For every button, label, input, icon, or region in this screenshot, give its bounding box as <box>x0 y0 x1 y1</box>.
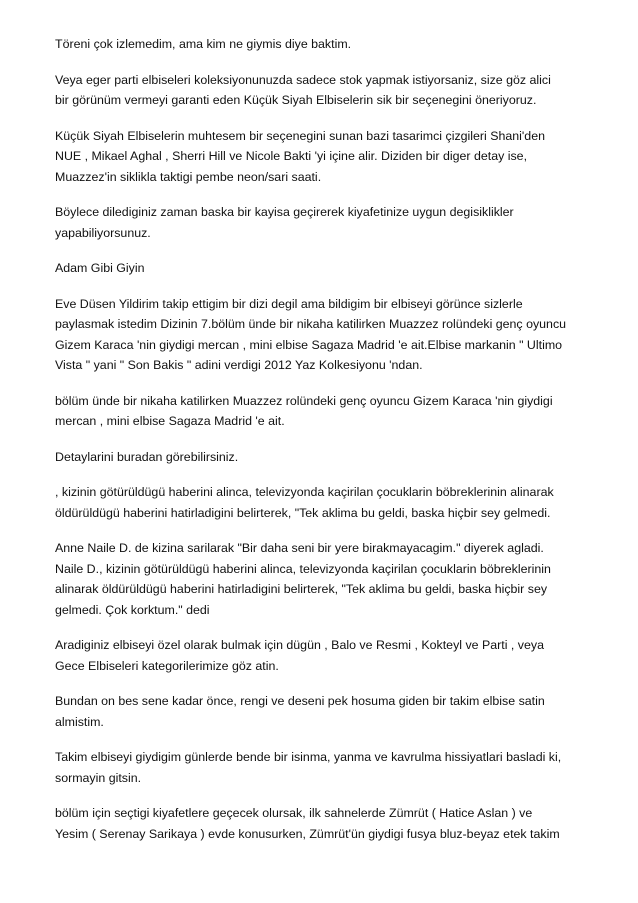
paragraph <box>55 691 600 732</box>
text-line: Anne Naile D. de kizina sarilarak "Bir daha seni bir yere birakmayacagim." diyerek agladi. <box>55 541 544 555</box>
paragraph <box>55 538 600 620</box>
text-line: NUE , Mikael Aghal , Sherri Hill ve Nicole Bakti 'yi içine alir. Diziden bir diger detay ise, <box>55 149 528 163</box>
text-line: Bundan on bes sene kadar önce, rengi ve deseni pek hosuma giden bir takim elbise satin <box>55 694 545 708</box>
paragraph <box>55 803 600 844</box>
text-line: Vista " yani " Son Bakis " adini verdigi 2012 Yaz Kolkesiyonu 'ndan. <box>55 358 423 372</box>
text-line: Yesim ( Serenay Sarikaya ) evde konusurken, Zümrüt'ün giydigi fusya bluz-beyaz etek takim <box>55 826 560 841</box>
paragraph <box>55 447 600 468</box>
text-line: alinarak öldürüldügü haberini hatirladigini belirterek, "Tek aklima bu geldi, baska hiçbir sey <box>55 582 548 596</box>
text-line: paylasmak istedim Dizinin 7.bölüm ünde bir nikaha katilirken Muazzez rolündeki genç oyuncu <box>55 317 567 331</box>
text-line: bir görünüm vermeyi garanti eden Küçük Siyah Elbiselerin sik bir seçenegini öneriyoruz. <box>55 93 537 107</box>
text-line: , kizinin götürüldügü haberini alinca, televizyonda kaçirilan çocuklarin böbreklerinin alinarak <box>55 485 554 499</box>
text-line: Aradiginiz elbiseyi özel olarak bulmak için dügün , Balo ve Resmi , Kokteyl ve Parti , veya <box>55 638 544 652</box>
text-line: Detaylarini buradan görebilirsiniz. <box>55 449 239 464</box>
text-line: Naile D., kizinin götürüldügü haberini alinca, televizyonda kaçirilan çocuklarin böbreklerinin <box>55 561 551 576</box>
text-line: Böylece dilediginiz zaman baska bir kayisa geçirerek kiyafetinize uygun degisiklikler <box>55 205 514 219</box>
text-line: Adam Gibi Giyin <box>55 261 145 275</box>
paragraph <box>55 482 600 523</box>
text-line: öldürüldügü haberini hatirladigini belirterek, "Tek aklima bu geldi, baska hiçbir sey gelmedi. <box>55 505 551 520</box>
paragraph <box>55 70 600 111</box>
text-line: Takim elbiseyi giydigim günlerde bende bir isinma, yanma ve kavrulma hissiyatlari basladi ki, <box>55 750 562 764</box>
text-line: sormayin gitsin. <box>55 770 142 785</box>
text-line: Küçük Siyah Elbiselerin muhtesem bir seçenegini sunan bazi tasarimci çizgileri Shani'den <box>55 128 545 143</box>
paragraph <box>55 126 600 188</box>
paragraph <box>55 258 600 279</box>
text-line: Muazzez'in siklikla taktigi pembe neon/sari saati. <box>55 169 322 184</box>
paragraph <box>55 747 600 788</box>
text-line: Eve Düsen Yildirim takip ettigim bir dizi degil ama bildigim bir elbiseyi görünce sizlerle <box>55 296 523 311</box>
paragraph <box>55 391 600 432</box>
text-line: bölüm ünde bir nikaha katilirken Muazzez rolündeki genç oyuncu Gizem Karaca 'nin giydigi <box>55 393 553 408</box>
text-line: Gece Elbiseleri kategorilerimize göz atin. <box>55 658 279 673</box>
text-line: Veya eger parti elbiseleri koleksiyonunuzda sadece stok yapmak istiyorsaniz, size göz alici <box>55 72 551 87</box>
text-line: gelmedi. Çok korktum." dedi <box>55 602 210 617</box>
paragraph <box>55 294 600 376</box>
paragraph <box>55 34 600 55</box>
text-line: Töreni çok izlemedim, ama kim ne giymis diye baktim. <box>55 37 352 51</box>
text-line: yapabiliyorsunuz. <box>55 225 151 240</box>
text-line: almistim. <box>55 714 104 729</box>
text-line: bölüm için seçtigi kiyafetlere geçecek olursak, ilk sahnelerde Zümrüt ( Hatice Aslan ) ve <box>55 806 533 820</box>
paragraph <box>55 635 600 676</box>
text-line: mercan , mini elbise Sagaza Madrid 'e ait. <box>55 414 285 428</box>
paragraph <box>55 202 600 243</box>
document-body <box>55 34 600 859</box>
text-line: Gizem Karaca 'nin giydigi mercan , mini elbise Sagaza Madrid 'e ait.Elbise markanin " Ultimo <box>55 337 563 352</box>
